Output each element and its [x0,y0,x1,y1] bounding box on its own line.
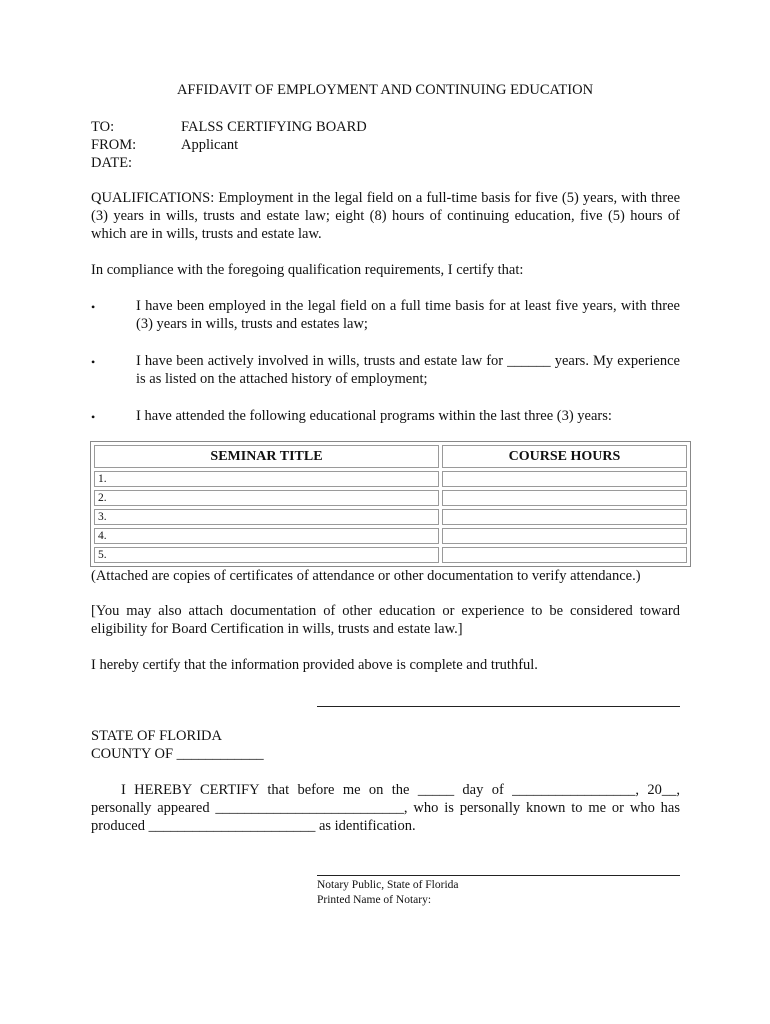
table-row [94,490,687,506]
certify-statement: I hereby certify that the information provided above is complete and truthful. [91,657,538,673]
bullet-3-marker: • [91,410,96,424]
seminar-title-cell[interactable]: 3. [94,509,439,525]
course-hours-cell[interactable] [442,490,687,506]
state-line: STATE OF FLORIDA [91,728,222,744]
county-line: COUNTY OF ____________ [91,746,264,762]
to-label: TO: [91,119,115,135]
table-header-row [94,445,687,468]
from-label: FROM: [91,137,137,153]
bullet-2-text: I have been actively involved in wills, trusts and estate law for ______ years. My experience is as listed on the attached history of employment; [136,353,680,387]
to-line [91,118,367,136]
bullet-2-marker: • [91,355,96,369]
seminar-title-cell[interactable]: 2. [94,490,439,506]
course-hours-cell[interactable] [442,471,687,487]
to-value: FALSS CERTIFYING BOARD [181,119,367,135]
table-row [94,509,687,525]
seminar-title-header: SEMINAR TITLE [94,445,439,468]
from-line [91,136,238,154]
bullet-1-marker: • [91,300,96,314]
compliance-paragraph: In compliance with the foregoing qualification requirements, I certify that: [91,262,524,278]
notary-signature-line[interactable] [317,875,680,876]
from-value: Applicant [181,137,239,153]
applicant-signature-line[interactable] [317,706,680,707]
course-hours-header: COURSE HOURS [442,445,687,468]
also-attach-paragraph: [You may also attach documentation of other education or experience to be considered toward eligibility for Board Certification in wills, trusts and estate law.] [91,603,680,637]
seminar-title-cell[interactable]: 5. [94,547,439,563]
seminar-title-cell[interactable]: 4. [94,528,439,544]
qualifications-paragraph: QUALIFICATIONS: Employment in the legal field on a full-time basis for five (5) years, with three (3) years in wills, trusts and estate law; eight (8) hours of continuing education, five (5) hours of which are in wills, trusts and estate law. [91,190,680,242]
seminar-title-cell[interactable]: 1. [94,471,439,487]
notary-paragraph: I HEREBY CERTIFY that before me on the _____ day of _________________, 20__, personally appeared __________________________, who is personally known to me or who has produced _______________________ as identification. [91,782,680,834]
printed-name-label: Printed Name of Notary: [317,894,432,906]
bullet-1-text: I have been employed in the legal field on a full time basis for at least five years, with three (3) years in wills, trusts and estates law; [136,298,680,332]
date-label: DATE: [91,155,133,171]
table-row [94,471,687,487]
table-row [94,528,687,544]
bullet-3-text: I have attended the following educational programs within the last three (3) years: [136,408,612,424]
date-line [91,154,181,172]
document-title: AFFIDAVIT OF EMPLOYMENT AND CONTINUING EDUCATION [176,82,594,98]
course-hours-cell[interactable] [442,547,687,563]
course-hours-cell[interactable] [442,509,687,525]
attached-note: (Attached are copies of certificates of attendance or other documentation to verify attendance.) [91,568,641,584]
table-row [94,547,687,563]
course-hours-cell[interactable] [442,528,687,544]
notary-public-label: Notary Public, State of Florida [317,879,459,891]
seminar-table [90,441,691,567]
